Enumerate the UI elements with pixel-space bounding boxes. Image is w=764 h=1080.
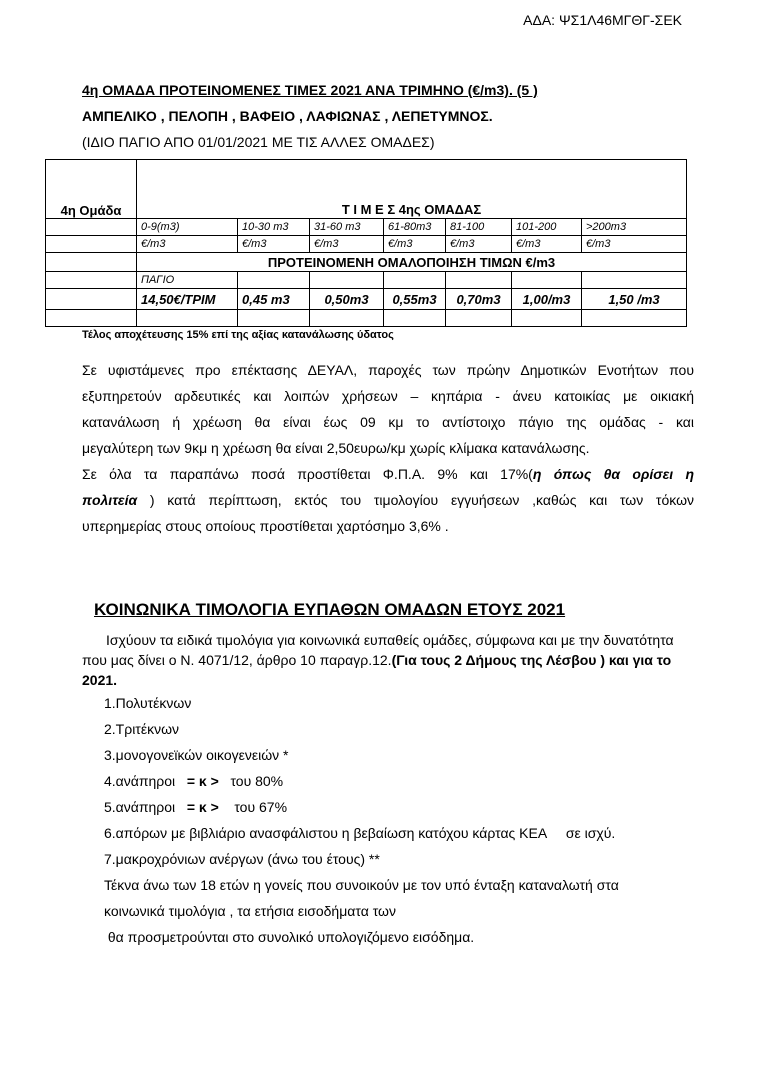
range-cell: 10-30 m3 — [238, 219, 310, 236]
range-cell: 0-9(m3) — [137, 219, 238, 236]
prices-title-cell — [137, 201, 687, 218]
list-item: 1.Πολυτέκνων — [104, 695, 192, 711]
empty-cell — [384, 310, 446, 327]
social-list — [104, 690, 694, 950]
unit-cell: €/m3 — [238, 236, 310, 253]
fixed-label: ΠΑΓΙΟ — [137, 272, 238, 289]
value-cell: 1,50 /m3 — [582, 289, 687, 310]
intro-emphasis: (Για τους 2 Δήμους της Λέσβου ) και για το 2021. — [82, 652, 672, 688]
unit-cell: €/m3 — [137, 236, 238, 253]
empty-cell — [582, 272, 687, 289]
blank-row — [46, 310, 687, 327]
values-row — [46, 289, 687, 310]
value-cell: 0,70m3 — [446, 289, 512, 310]
value-cell: 0,55m3 — [384, 289, 446, 310]
group4-villages: ΑΜΠΕΛΙΚΟ , ΠΕΛΟΠΗ , ΒΑΦΕΙΟ , ΛΑΦΙΩΝΑΣ , ΛΕΠΕΤΥΜΝΟΣ. — [82, 108, 493, 124]
item-emphasis: = κ > — [186, 773, 219, 789]
group4-title: 4η ΟΜΑΔΑ ΠΡΟΤΕΙΝΟΜΕΝΕΣ ΤΙΜΕΣ 2021 ΑΝΑ ΤΡΙΜΗΝΟ (€/m3). (5 ) — [82, 82, 538, 98]
empty-cell — [46, 236, 137, 253]
unit-cell: €/m3 — [310, 236, 384, 253]
empty-cell — [446, 310, 512, 327]
vat-line-2 — [82, 487, 694, 513]
list-item — [104, 794, 694, 820]
empty-cell — [46, 310, 137, 327]
unit-cell: €/m3 — [384, 236, 446, 253]
range-cell: 31-60 m3 — [310, 219, 384, 236]
empty-cell — [310, 310, 384, 327]
value-cell: 1,00/m3 — [512, 289, 582, 310]
value-cell: 0,50m3 — [310, 289, 384, 310]
value-cell: 14,50€/ΤΡΙΜ — [137, 289, 238, 310]
intro-text: Ισχύουν τα ειδικά τιμολόγια για κοινωνικά ευπαθείς ομάδες, σύμφωνα και με την δυνατότητα που μας δίνει ο Ν. 4071/12, άρθρο 10 παραγρ.12. — [82, 632, 674, 668]
item-text: του 80% — [218, 773, 284, 789]
list-item: 2.Τριτέκνων — [104, 721, 180, 737]
value-cell: 0,45 m3 — [238, 289, 310, 310]
empty-cell — [512, 272, 582, 289]
item-text: 4.ανάπηροι — [104, 773, 187, 789]
vat-line-1 — [82, 461, 694, 487]
paragraph-line: μεγαλύτερη των 9κμ η χρέωση θα είναι 2,50ευρω/κμ χωρίς κλίμακα κατανάλωσης. — [82, 440, 590, 456]
fixed-row — [46, 272, 687, 289]
vat-text: ) κατά περίπτωση, εκτός του τιμολογίου εγγυήσεων ,καθώς και των τόκων — [137, 492, 694, 508]
vat-line-3: υπερημερίας στους οποίους προστίθεται χαρτόσημο 3,6% . — [82, 518, 449, 534]
empty-cell — [310, 272, 384, 289]
item-text: του 67% — [218, 799, 288, 815]
list-item: 7.μακροχρόνιων ανέργων (άνω του έτους) ** — [104, 851, 380, 867]
units-row — [46, 236, 687, 253]
empty-cell — [512, 310, 582, 327]
empty-cell — [46, 253, 137, 272]
paragraph-line: Σε υφιστάμενες προ επέκτασης ΔΕΥΑΛ, παροχές των πρώην Δημοτικών Ενοτήτων που — [82, 362, 694, 378]
empty-cell — [446, 272, 512, 289]
list-item: 3.μονογονεϊκών οικογενειών * — [104, 747, 289, 763]
unit-cell: €/m3 — [582, 236, 687, 253]
social-intro — [82, 630, 694, 690]
list-item: θα προσμετρούνται στο συνολικό υπολογιζόμενο εισόδημα. — [104, 929, 475, 945]
group-label-cell — [46, 160, 137, 219]
empty-cell — [46, 289, 137, 310]
range-cell: 101-200 — [512, 219, 582, 236]
price-table — [45, 159, 687, 327]
group-label: 4η Ομάδα — [60, 203, 122, 218]
range-cell: 81-100 — [446, 219, 512, 236]
vat-emphasis: η όπως θα ορίσει η — [532, 466, 694, 482]
ranges-row — [46, 219, 687, 236]
proposed-title: ΠΡΟΤΕΙΝΟΜΕΝΗ ΟΜΑΛΟΠΟΙΗΣΗ ΤΙΜΩΝ €/m3 — [137, 253, 687, 272]
empty-cell — [238, 310, 310, 327]
ada-code: ΑΔΑ: ΨΣ1Λ46ΜΓΘΓ-ΣΕΚ — [523, 12, 682, 28]
empty-cell — [384, 272, 446, 289]
empty-cell — [46, 272, 137, 289]
vat-emphasis: πολιτεία — [82, 492, 138, 508]
spacer-cell — [137, 160, 687, 202]
range-cell: 61-80m3 — [384, 219, 446, 236]
unit-cell: €/m3 — [446, 236, 512, 253]
irrigation-paragraph — [82, 357, 694, 539]
group4-fixed-note: (ΙΔΙΟ ΠΑΓΙΟ ΑΠΟ 01/01/2021 ΜΕ ΤΙΣ ΑΛΛΕΣ ΟΜΑΔΕΣ) — [82, 134, 435, 150]
list-item: κοινωνικά τιμολόγια , τα ετήσια εισοδήματα των — [104, 903, 396, 919]
paragraph-line: εξυπηρετούν αρδευτικές και λοιπών χρήσεων – κηπάρια - άνευ κατοικίας με οικιακή — [82, 388, 694, 404]
social-section-title: ΚΟΙΝΩΝΙΚΑ ΤΙΜΟΛΟΓΙΑ ΕΥΠΑΘΩΝ ΟΜΑΔΩΝ ΕΤΟΥΣ 2021 — [94, 600, 566, 619]
vat-text: Σε όλα τα παραπάνω ποσά προστίθεται Φ.Π.Α. 9% και 17%( — [82, 466, 533, 482]
paragraph-line: κατανάλωση ή χρέωση θα είναι έως 09 κμ το αντίστοιχο πάγιο της ομάδας - και — [82, 414, 694, 430]
empty-cell — [46, 219, 137, 236]
list-item — [104, 768, 694, 794]
empty-cell — [238, 272, 310, 289]
item-text: 5.ανάπηροι — [104, 799, 187, 815]
proposed-row — [46, 253, 687, 272]
item-emphasis: = κ > — [186, 799, 219, 815]
list-item: 6.απόρων με βιβλιάριο ανασφάλιστου η βεβαίωση κατόχου κάρτας ΚΕΑ σε ισχύ. — [104, 825, 616, 841]
range-cell: >200m3 — [582, 219, 687, 236]
list-item: Τέκνα άνω των 18 ετών η γονείς που συνοικούν με τον υπό ένταξη καταναλωτή στα — [104, 877, 619, 893]
sewage-note: Τέλος αποχέτευσης 15% επί της αξίας κατανάλωσης ύδατος — [82, 329, 394, 341]
prices-title: Τ Ι Μ Ε Σ 4ης ΟΜΑΔΑΣ — [341, 202, 482, 218]
empty-cell — [582, 310, 687, 327]
empty-cell — [137, 310, 238, 327]
unit-cell: €/m3 — [512, 236, 582, 253]
